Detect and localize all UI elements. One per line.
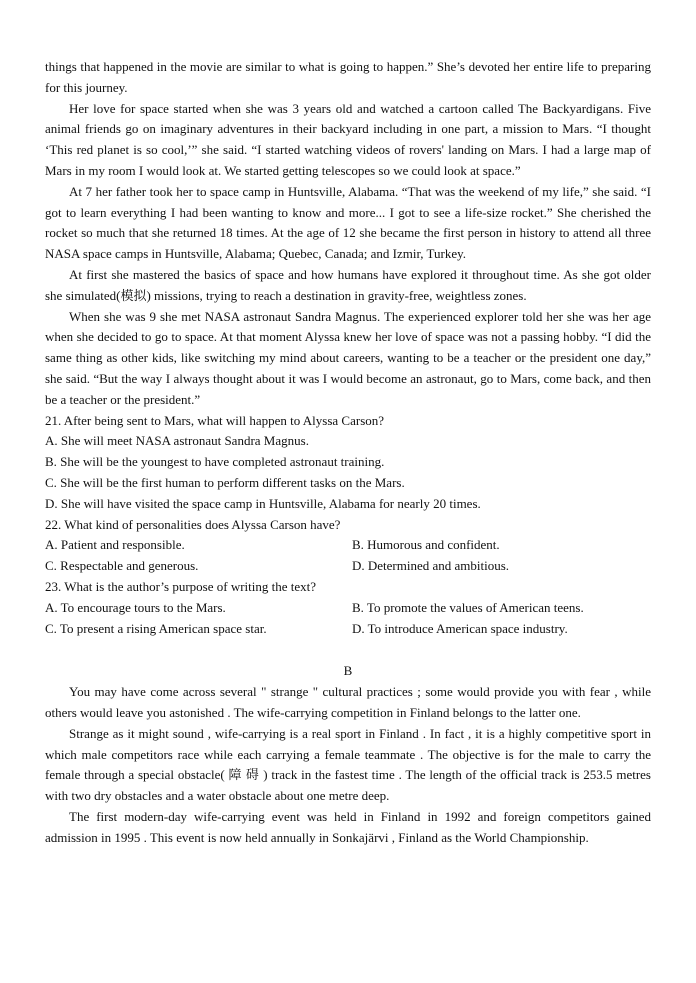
- option-a: A. Patient and responsible.: [45, 537, 185, 553]
- passage-a-paragraph-1: things that happened in the movie are similar to what is going to happen.” She’s devoted her entire life to preparing for this journey.: [45, 59, 651, 95]
- question-21: [45, 411, 651, 515]
- passage-a-paragraph-2: Her love for space started when she was 3 years old and watched a cartoon called The Backyardigans. Five animal friends go on imaginary adventures in their backyard including in one part, a mission to Mars. “I thought ‘This red planet is so cool,’” she said. “I started watching videos of rovers' landing on Mars. I had a large map of Mars in my room I would look at. We started getting telescopes so we could look at space.”: [45, 100, 651, 178]
- option-d: D. To introduce American space industry.: [352, 620, 568, 636]
- option-b: B. To promote the values of American teens.: [352, 599, 584, 615]
- section-heading-b: B: [343, 663, 353, 679]
- question-stem: 21. After being sent to Mars, what will happen to Alyssa Carson?: [45, 412, 385, 428]
- passage-a-paragraph-3: At 7 her father took her to space camp in Huntsville, Alabama. “That was the weekend of my life,” she said. “I got to learn everything I had been wanting to know and more... I got to see a life-size rocket.” She cherished the rocket so much that she returned 18 times. At the age of 12 she became the first person in history to attend all three NASA space camps in Huntsville, Alabama; Quebec, Canada; and Izmir, Turkey.: [45, 183, 651, 262]
- option-b: B. Humorous and confident.: [352, 537, 500, 553]
- question-stem: 23. What is the author’s purpose of writing the text?: [45, 578, 317, 594]
- passage-b-paragraph-2: Strange as it might sound , wife-carrying is a real sport in Finland . In fact , it is a highly competitive sport in which male competitors race while each carrying a female teammate . The objective is for the male to carry the female through a special obstacle( 障 碍 ) track in the fastest time . The length of the official track is 253.5 metres with two dry obstacles and a water obstacle about one metre deep.: [45, 725, 651, 804]
- option-c: C. She will be the first human to perform different tasks on the Mars.: [45, 474, 405, 490]
- passage-b-paragraph-1: You may have come across several " strange " cultural practices ; some would provide you with fear , while others would leave you astonished . The wife-carrying competition in Finland belongs to the latter one.: [45, 684, 651, 720]
- option-d: D. Determined and ambitious.: [352, 558, 510, 574]
- question-stem: 22. What kind of personalities does Alyssa Carson have?: [45, 516, 341, 532]
- option-c: C. Respectable and generous.: [45, 558, 199, 574]
- option-c: C. To present a rising American space star.: [45, 620, 267, 636]
- passage-b-paragraph-3: The first modern-day wife-carrying event was held in Finland in 1992 and foreign competitors gained admission in 1995 . This event is now held annually in Sonkajärvi , Finland as the World Championship.: [45, 808, 651, 845]
- passage-a-paragraph-4: At first she mastered the basics of space and how humans have explored it throughout time. As she got older she simulated(模拟) missions, trying to reach a destination in gravity-free, weightless zones.: [45, 266, 651, 303]
- option-a: A. To encourage tours to the Mars.: [45, 599, 226, 615]
- option-d: D. She will have visited the space camp in Huntsville, Alabama for nearly 20 times.: [45, 495, 481, 511]
- document-page: [45, 57, 651, 848]
- question-22: [45, 515, 651, 577]
- option-b: B. She will be the youngest to have completed astronaut training.: [45, 454, 385, 470]
- question-23: [45, 577, 651, 639]
- passage-a-paragraph-5: When she was 9 she met NASA astronaut Sandra Magnus. The experienced explorer told her she was her age when she decided to go to space. At that moment Alyssa knew her love of space was not a passing hobby. “I did the same thing as other kids, like switching my mind about careers, wanting to be a teacher or the president one day,” she said. “But the way I always thought about it was I would become an astronaut, go to Mars, come back, and then be a teacher or the president.”: [45, 308, 651, 407]
- option-a: A. She will meet NASA astronaut Sandra Magnus.: [45, 433, 309, 449]
